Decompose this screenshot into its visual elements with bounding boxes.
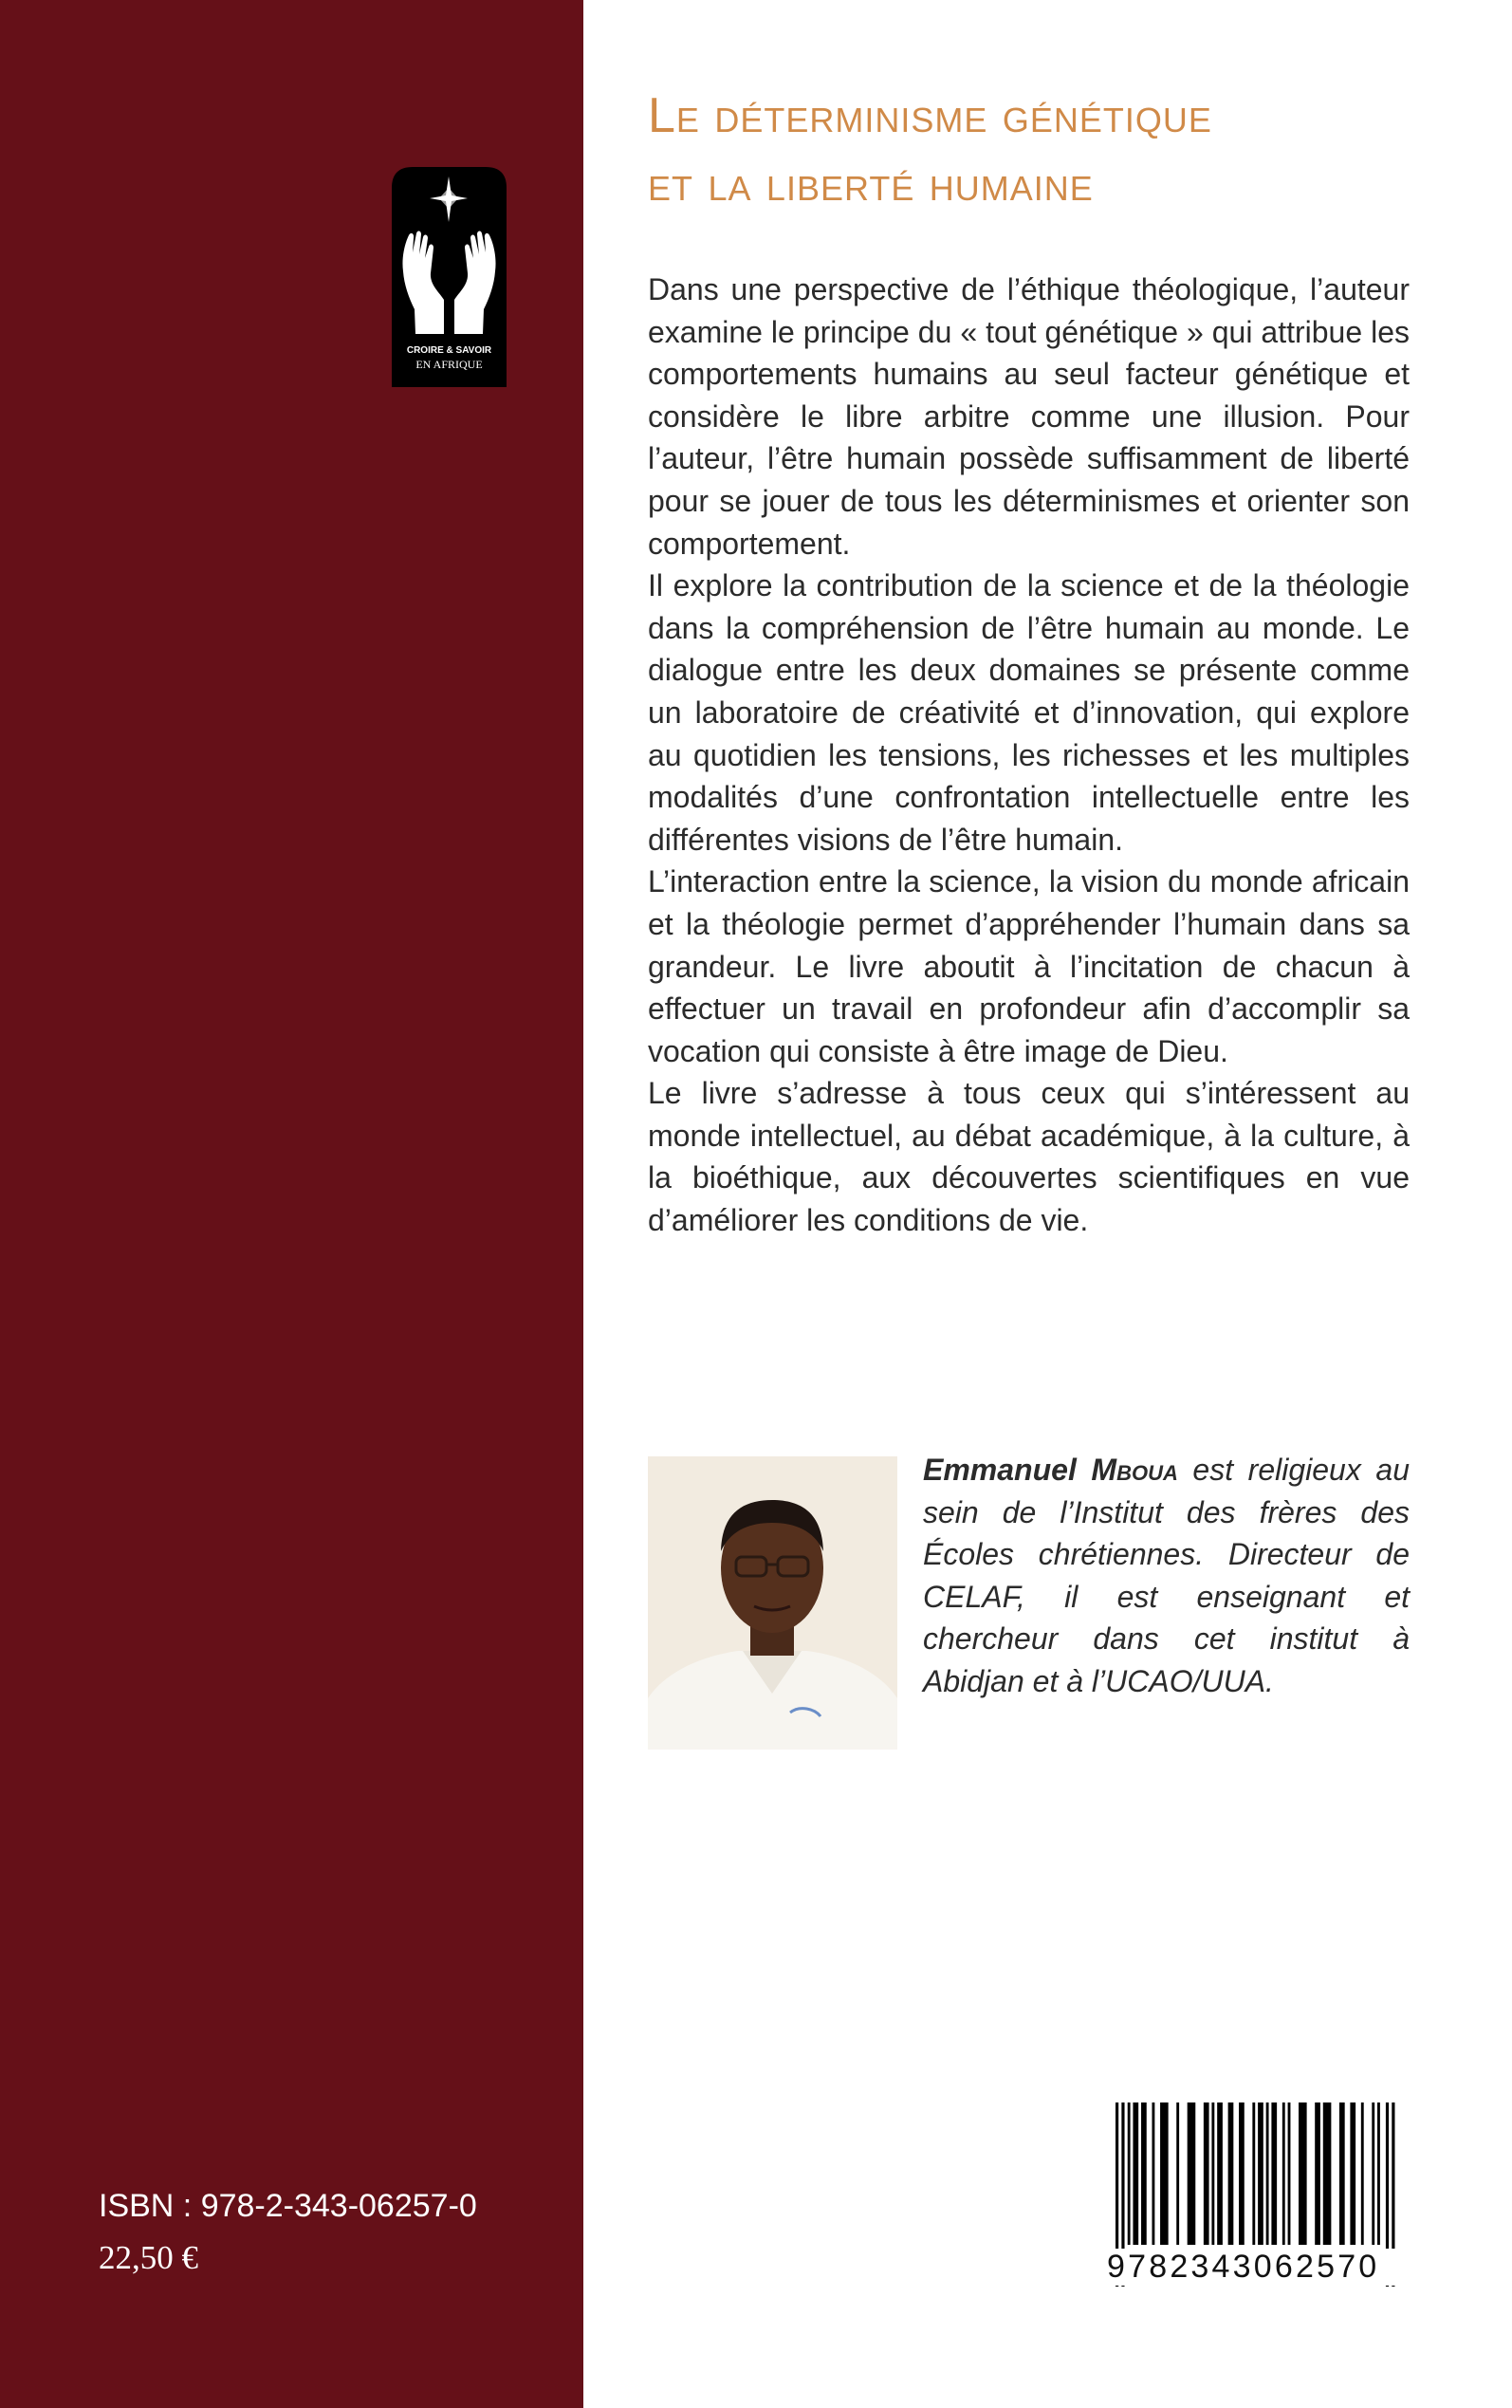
author-bio-paragraph <box>923 1449 1410 1703</box>
blurb-paragraph: Le livre s’adresse à tous ceux qui s’intéressent au monde intellectuel, au débat académique, à la culture, à la bioéthique, aux découvertes scientifiques en vue d’améliorer les conditions de vie. <box>648 1076 1410 1238</box>
author-name <box>923 1453 1178 1487</box>
barcode-bar <box>1188 2102 1196 2245</box>
author-first-name: Emmanuel <box>923 1453 1077 1487</box>
barcode-bar <box>1323 2102 1332 2245</box>
barcode-bar <box>1211 2102 1214 2245</box>
barcode-digits: 9782343062570 <box>1107 2249 1426 2286</box>
barcode-bar <box>1128 2102 1131 2245</box>
barcode-bar <box>1228 2102 1234 2245</box>
barcode-bar <box>1377 2102 1380 2245</box>
barcode-bar <box>1271 2102 1277 2245</box>
author-bio-text: est religieux au sein de l’Institut des frères des Écoles chrétiennes. Directeur de CELAF, il est enseignant et chercheur dans cet institut à Abidjan et à l’UCAO/UUA. <box>923 1453 1411 1698</box>
back-cover-sidebar <box>0 0 583 2408</box>
barcode-bar <box>1176 2102 1179 2245</box>
barcode-bar <box>1239 2102 1245 2245</box>
logo-text-line2: EN AFRIQUE <box>415 358 483 371</box>
barcode-bar <box>1299 2102 1307 2245</box>
barcode-bar <box>1204 2102 1209 2245</box>
book-title-line: et la liberté humaine <box>648 157 1094 212</box>
barcode-bar <box>1315 2102 1320 2245</box>
barcode-bar <box>1258 2102 1263 2245</box>
barcode-bar <box>1252 2102 1255 2245</box>
barcode-bar <box>1217 2102 1223 2245</box>
barcode-bar <box>1266 2102 1269 2245</box>
barcode-bar <box>1152 2102 1154 2245</box>
price-label: 22,50 € <box>99 2239 198 2276</box>
barcode-bar <box>1141 2102 1147 2245</box>
barcode-bar <box>1282 2102 1285 2245</box>
logo-text-line1: CROIRE & SAVOIR <box>406 345 492 356</box>
barcode-bar <box>1372 2102 1374 2245</box>
blurb-paragraph: L’interaction entre la science, la vision du monde africain et la théologie permet d’appréhender l’humain dans sa grandeur. Le livre aboutit à l’incitation de chacun à effectuer un travail en profondeur afin d’accomplir sa vocation qui consiste à être image de Dieu. <box>648 864 1410 1068</box>
barcode-bar <box>1133 2102 1138 2245</box>
barcode-bar <box>1361 2102 1364 2245</box>
barcode-bar <box>1339 2102 1345 2245</box>
barcode-bar <box>1288 2102 1291 2245</box>
author-surname: Mboua <box>1091 1453 1178 1487</box>
collection-logo <box>392 167 507 387</box>
book-title <box>648 82 1464 218</box>
author-bio <box>923 1449 1410 1703</box>
isbn-label: ISBN : 978-2-343-06257-0 <box>99 2188 477 2224</box>
barcode-bar <box>1160 2102 1169 2245</box>
blurb-paragraph: Il explore la contribution de la science et de la théologie dans la compréhension de l’être humain au monde. Le dialogue entre les deux domaines se présente comme un laboratoire de créativité et d’innovation, qui explore au quotidien les tensions, les richesses et les multiples modalités d’une confrontation intellectuelle entre les différentes visions de l’être humain. <box>648 568 1410 857</box>
author-photo <box>648 1456 897 1750</box>
book-blurb <box>648 269 1410 1242</box>
book-title-line: Le déterminisme génétique <box>648 88 1212 143</box>
barcode-bar <box>1350 2102 1355 2245</box>
blurb-paragraph: Dans une perspective de l’éthique théologique, l’auteur examine le principe du « tout génétique » qui attribue les comportements humains au seul facteur génétique et considère le libre arbitre comme une illusion. Pour l’auteur, l’être humain possède suffisamment de liberté pour se jouer de tous les déterminismes et orienter son comportement. <box>648 272 1410 561</box>
